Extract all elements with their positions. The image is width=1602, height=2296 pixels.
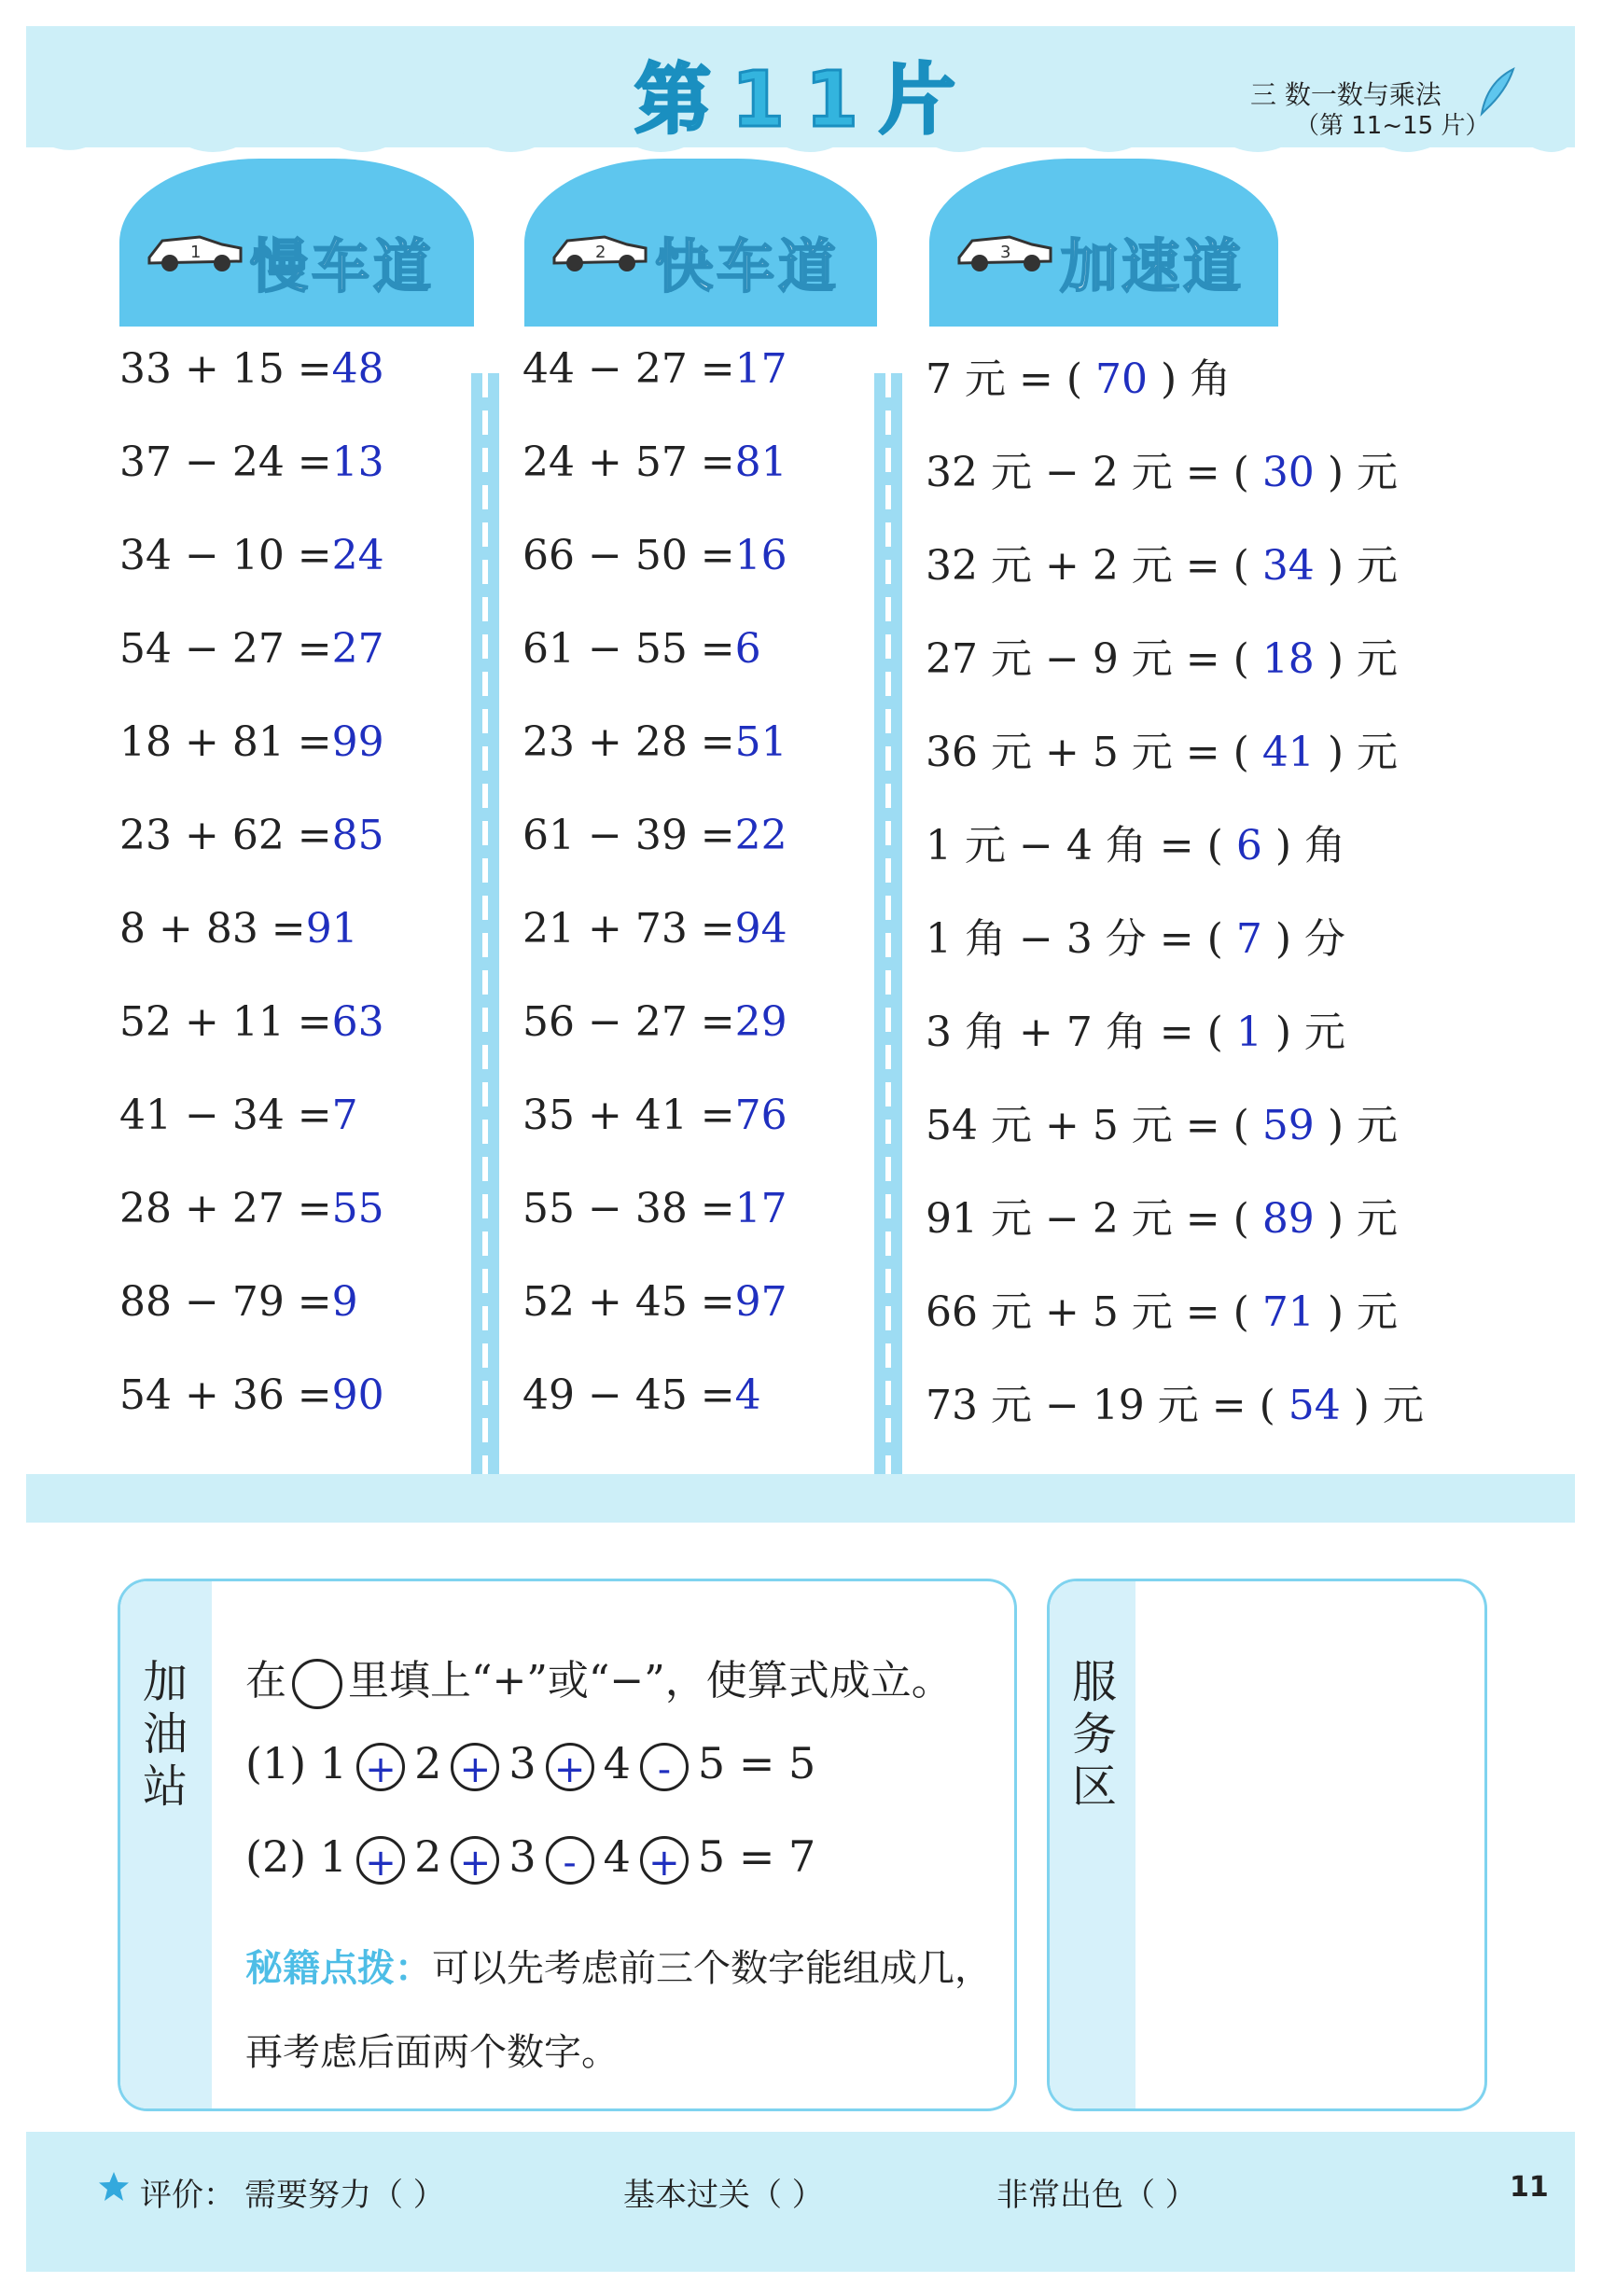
answer: 16	[734, 532, 787, 579]
hint-text: 可以先考虑前三个数字能组成几，再考虑后面两个数字。	[245, 1947, 992, 2074]
answer: 51	[734, 718, 787, 766]
problem-row: 54 + 36 =90	[119, 1371, 384, 1419]
race-car-icon	[549, 220, 651, 276]
answer: 71	[1261, 1288, 1315, 1336]
answer: 17	[734, 1185, 787, 1232]
problem-row: 28 + 27 =55	[119, 1185, 384, 1232]
lane-divider	[471, 373, 499, 1474]
problem-row: 73 元 − 19 元 = ( 54 ) 元	[926, 1382, 1424, 1429]
problem-row: 24 + 57 =81	[522, 438, 787, 486]
problem-row: 34 − 10 =24	[119, 532, 384, 579]
lane-label-fast: 快车道	[655, 232, 841, 300]
lane-tab-slow	[119, 159, 474, 327]
operator-circle[interactable]: +	[546, 1743, 594, 1791]
answer: 27	[331, 625, 384, 673]
chapter-range: （第 11~15 片）	[1295, 112, 1490, 140]
problem-row: 54 元 + 5 元 = ( 59 ) 元	[926, 1102, 1398, 1149]
problem-row: 36 元 + 5 元 = ( 41 ) 元	[926, 729, 1398, 776]
answer: 7	[331, 1092, 358, 1139]
puzzle-row: (2) 1 + 2 + 3 - 4 + 5 = 7	[245, 1831, 816, 1885]
answer: 30	[1261, 449, 1315, 496]
answer: 97	[734, 1278, 787, 1326]
operator-circle[interactable]: -	[640, 1743, 689, 1791]
answer: 6	[734, 625, 761, 673]
answer: 59	[1261, 1102, 1315, 1149]
race-car-icon	[954, 220, 1056, 276]
answer: 76	[734, 1092, 787, 1139]
problem-row: 91 元 − 2 元 = ( 89 ) 元	[926, 1195, 1398, 1243]
lane-tab-accel	[929, 159, 1278, 327]
operator-circle[interactable]: +	[640, 1836, 689, 1885]
answer: 29	[734, 998, 787, 1046]
race-car-icon	[144, 220, 246, 276]
panel-side	[120, 1581, 212, 2108]
operator-circle[interactable]: +	[356, 1836, 405, 1885]
answer: 4	[734, 1371, 761, 1419]
answer: 48	[331, 345, 384, 393]
answer: 22	[734, 812, 787, 859]
page-number: 11	[1510, 2171, 1549, 2204]
circle-symbol	[292, 1659, 342, 1709]
feather-icon	[1474, 63, 1521, 119]
operator-circle[interactable]: -	[546, 1836, 594, 1885]
evaluation-option[interactable]: 非常出色（ ）	[996, 2177, 1197, 2214]
answer: 54	[1288, 1382, 1341, 1429]
problem-row: 21 + 73 =94	[522, 905, 787, 953]
svg-text:3: 3	[1000, 243, 1011, 262]
puzzle-row: (1) 1 + 2 + 3 + 4 - 5 = 5	[245, 1738, 816, 1791]
answer: 41	[1261, 729, 1315, 776]
problem-row: 27 元 − 9 元 = ( 18 ) 元	[926, 635, 1398, 683]
problem-row: 7 元 = ( 70 ) 角	[926, 355, 1232, 403]
problem-row: 23 + 28 =51	[522, 718, 787, 766]
operator-circle[interactable]: +	[451, 1743, 499, 1791]
answer: 9	[331, 1278, 358, 1326]
lane-label-slow: 慢车道	[250, 232, 436, 300]
problem-row: 61 − 39 =22	[522, 812, 787, 859]
problem-row: 49 − 45 =4	[522, 1371, 761, 1419]
answer: 99	[331, 718, 384, 766]
answer: 89	[1261, 1195, 1315, 1243]
lane-label-accel: 加速道	[1060, 232, 1246, 300]
problem-row: 66 元 + 5 元 = ( 71 ) 元	[926, 1288, 1398, 1336]
panel-side	[1050, 1581, 1135, 2108]
problem-row: 61 − 55 =6	[522, 625, 761, 673]
answer: 6	[1235, 822, 1262, 870]
answer: 91	[305, 905, 358, 953]
answer: 7	[1235, 915, 1262, 963]
problem-row: 52 + 45 =97	[522, 1278, 787, 1326]
lane-divider	[874, 373, 902, 1474]
evaluation-label: 评价：	[140, 2177, 235, 2214]
evaluation-option[interactable]: 基本过关（ ）	[623, 2177, 824, 2214]
svg-text:1: 1	[190, 243, 202, 262]
answer: 90	[331, 1371, 384, 1419]
problem-row: 55 − 38 =17	[522, 1185, 787, 1232]
answer: 85	[331, 812, 384, 859]
page-title: 第11片	[634, 56, 977, 145]
star-icon	[97, 2170, 131, 2204]
answer: 55	[331, 1185, 384, 1232]
problem-row: 88 − 79 =9	[119, 1278, 358, 1326]
problem-row: 33 + 15 =48	[119, 345, 384, 393]
hint-label: 秘籍点拨：	[245, 1947, 432, 1990]
fuel-station-label: 加油站	[143, 1656, 188, 1813]
separator-band	[26, 1474, 1575, 1523]
instruction: 在 里填上“+”或“−”，使算式成立。	[245, 1647, 953, 1709]
problem-row: 18 + 81 =99	[119, 718, 384, 766]
problem-row: 54 − 27 =27	[119, 625, 384, 673]
answer: 70	[1095, 355, 1148, 403]
answer: 81	[734, 438, 787, 486]
operator-circle[interactable]: +	[451, 1836, 499, 1885]
answer: 24	[331, 532, 384, 579]
problem-row: 41 − 34 =7	[119, 1092, 358, 1139]
problem-row: 35 + 41 =76	[522, 1092, 787, 1139]
problem-row: 32 元 − 2 元 = ( 30 ) 元	[926, 449, 1398, 496]
svg-text:2: 2	[595, 243, 606, 262]
answer: 94	[734, 905, 787, 953]
answer: 1	[1235, 1009, 1262, 1056]
fuel-station-panel	[118, 1579, 1017, 2111]
answer: 17	[734, 345, 787, 393]
problem-row: 3 角 + 7 角 = ( 1 ) 元	[926, 1009, 1345, 1056]
service-area-panel	[1047, 1579, 1487, 2111]
problem-row: 52 + 11 =63	[119, 998, 384, 1046]
operator-circle[interactable]: +	[356, 1743, 405, 1791]
lane-tab-fast	[524, 159, 877, 327]
answer: 18	[1261, 635, 1315, 683]
problem-row: 8 + 83 =91	[119, 905, 358, 953]
service-area-label: 服务区	[1072, 1656, 1118, 1813]
problem-row: 23 + 62 =85	[119, 812, 384, 859]
problem-row: 44 − 27 =17	[522, 345, 787, 393]
problem-row: 32 元 + 2 元 = ( 34 ) 元	[926, 542, 1398, 590]
problem-row: 56 − 27 =29	[522, 998, 787, 1046]
problem-row: 1 元 − 4 角 = ( 6 ) 角	[926, 822, 1345, 870]
hint	[245, 1927, 992, 2094]
problem-row: 37 − 24 =13	[119, 438, 384, 486]
answer: 34	[1261, 542, 1315, 590]
answer: 13	[331, 438, 384, 486]
problem-row: 66 − 50 =16	[522, 532, 787, 579]
chapter-title: 三 数一数与乘法	[1250, 79, 1442, 110]
problem-row: 1 角 − 3 分 = ( 7 ) 分	[926, 915, 1345, 963]
evaluation-option[interactable]: 需要努力（ ）	[244, 2177, 445, 2214]
answer: 63	[331, 998, 384, 1046]
